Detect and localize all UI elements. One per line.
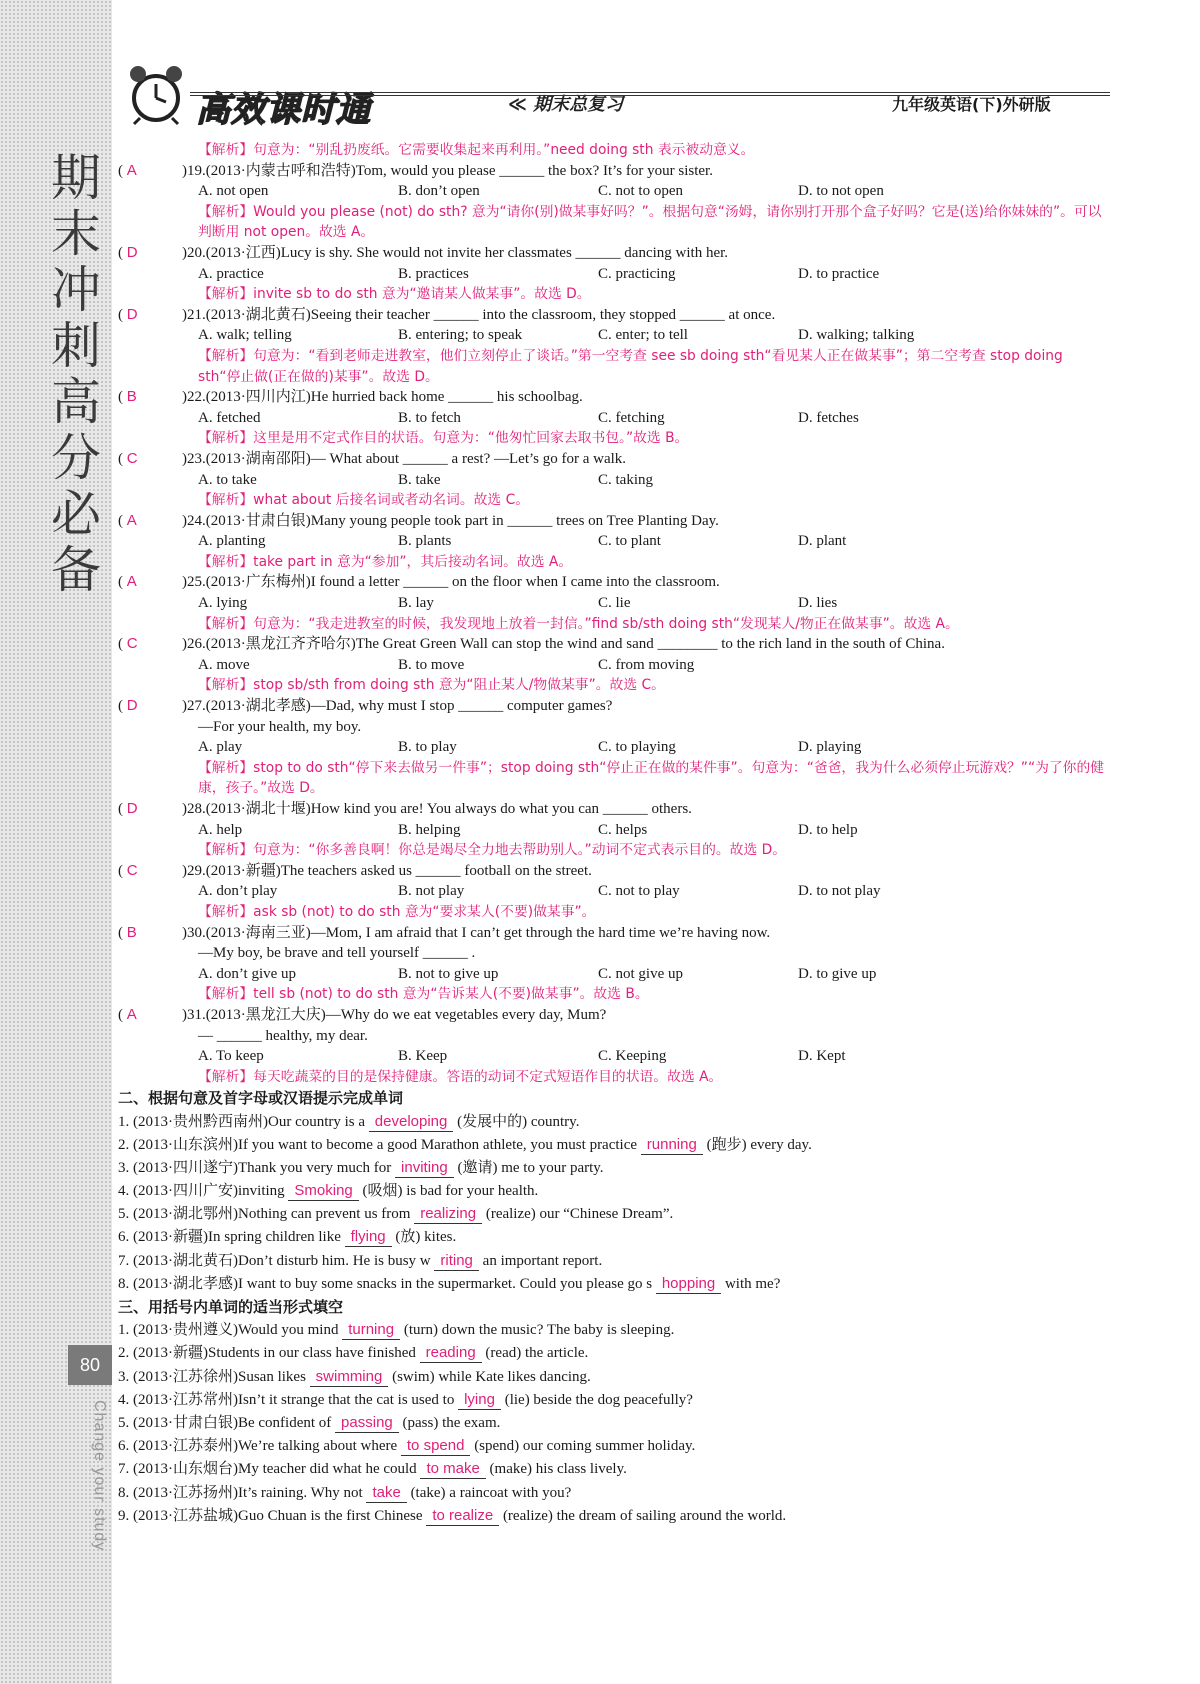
options-row [118, 470, 1108, 491]
question-stem-line [118, 923, 1108, 944]
option: C. not give up [598, 965, 683, 982]
option: D. to not open [798, 183, 884, 200]
answer-bracket: ( A [118, 511, 137, 529]
item-text: 2. (2013·新疆)Students in our class have finished [118, 1345, 416, 1362]
fill-in-item [118, 1180, 1108, 1203]
question-item [118, 1005, 1108, 1087]
answer-fill: flying [345, 1228, 392, 1247]
answer-letter: A [126, 1005, 137, 1023]
item-text: 5. (2013·湖北鄂州)Nothing can prevent us from [118, 1206, 411, 1223]
item-text: 5. (2013·甘肃白银)Be confident of [118, 1414, 332, 1431]
brand-logo-text: 高效课时通 [196, 90, 371, 130]
question-stem: )26.(2013·黑龙江齐齐哈尔)The Great Green Wall can stop the wind and sand ________ to the rich land in the south of China. [182, 636, 945, 653]
item-text: 9. (2013·江苏盐城)Guo Chuan is the first Chinese [118, 1507, 423, 1524]
fill-in-item [118, 1134, 1108, 1157]
item-text: 8. (2013·江苏扬州)It’s raining. Why not [118, 1484, 363, 1501]
option: C. fetching [598, 409, 665, 426]
question-stem: )24.(2013·甘肃白银)Many young people took part in ______ trees on Tree Planting Day. [182, 512, 719, 529]
question-stem-line [118, 696, 1108, 717]
fill-in-item [118, 1111, 1108, 1134]
answer-fill: running [641, 1136, 703, 1155]
answer-fill: reading [420, 1344, 482, 1363]
options-row [118, 325, 1108, 346]
item-text: 6. (2013·新疆)In spring children like [118, 1229, 341, 1246]
option: C. enter; to tell [598, 327, 688, 344]
answer-fill: lying [458, 1391, 501, 1410]
grade-label: 九年级英语(下)外研版 [892, 95, 1051, 114]
fill-in-item [118, 1157, 1108, 1180]
question-item [118, 923, 1108, 1005]
question-continuation: — ______ healthy, my dear. [198, 1027, 368, 1044]
answer-fill: swimming [310, 1368, 389, 1387]
option: B. don’t open [398, 183, 480, 200]
option: B. lay [398, 595, 434, 612]
header-divider [190, 95, 1110, 96]
answer-letter: C [126, 861, 138, 879]
question-item [118, 449, 1108, 511]
answer-letter: B [126, 923, 137, 941]
option: D. to help [798, 821, 858, 838]
question-stem: )30.(2013·海南三亚)—Mom, I am afraid that I can’t get through the hard time we’re having now. [182, 924, 771, 941]
answer-fill: hopping [656, 1275, 721, 1294]
answer-letter: A [126, 161, 137, 179]
item-text: (turn) down the music? The baby is sleeping. [403, 1322, 675, 1339]
explanation: 【解析】invite sb to do sth 意为“邀请某人做某事”。故选 D。 [198, 286, 591, 303]
item-text: (realize) our “Chinese Dream”. [485, 1206, 674, 1223]
item-text: (read) the article. [485, 1345, 589, 1362]
slogan-text: Change your study [91, 1400, 108, 1552]
option: A. lying [198, 595, 248, 612]
question-stem-line [118, 511, 1108, 532]
page-number: 80 [68, 1345, 112, 1385]
alarm-clock-icon [124, 60, 188, 126]
item-text: (take) a raincoat with you? [410, 1484, 572, 1501]
answer-fill: to realize [426, 1507, 499, 1526]
question-item [118, 243, 1108, 305]
item-text: 3. (2013·四川遂宁)Thank you very much for [118, 1159, 392, 1176]
option: B. not to give up [398, 965, 499, 982]
question-stem: )29.(2013·新疆)The teachers asked us ______ football on the street. [182, 862, 592, 879]
explanation: 【解析】这里是用不定式作目的状语。句意为：“他匆忙回家去取书包。”故选 B。 [198, 430, 689, 447]
option: D. playing [798, 739, 862, 756]
explanation: 【解析】句意为：“看到老师走进教室，他们立刻停止了谈话。”第一空考查 see sb doing sth“看见某人正在做某事”；第二空考查 stop doing sth“停止做(正在做的)某事”。故选 D。 [198, 347, 1063, 385]
explanation: 【解析】stop to do sth“停下来去做另一件事”；stop doing sth“停止正在做的某件事”。句意为：“爸爸，我为什么必须停止玩游戏？”“为了你的健康，孩子。”故选 D。 [198, 759, 1105, 797]
question-item [118, 861, 1108, 923]
fill-in-item [118, 1458, 1108, 1481]
options-row [118, 820, 1108, 841]
option: A. not open [198, 183, 269, 200]
answer-bracket: ( C [118, 861, 138, 879]
option: A. don’t play [198, 883, 278, 900]
option: C. not to play [598, 883, 680, 900]
option: A. walk; telling [198, 327, 292, 344]
main-content [118, 140, 1108, 1528]
option: B. take [398, 471, 441, 488]
answer-bracket: ( D [118, 697, 138, 715]
answer-fill: Smoking [288, 1182, 358, 1201]
option: A. fetched [198, 409, 261, 426]
option: C. not to open [598, 183, 683, 200]
option: D. to give up [798, 965, 877, 982]
answer-fill: to spend [401, 1437, 471, 1456]
options-row [118, 531, 1108, 552]
answer-bracket: ( C [118, 635, 138, 653]
question-item [118, 161, 1108, 243]
question-stem-line [118, 387, 1108, 408]
answer-fill: riting [434, 1252, 479, 1271]
vertical-title-char: 刺 [51, 317, 101, 375]
option: B. plants [398, 533, 452, 550]
option: A. planting [198, 533, 266, 550]
header-divider [190, 92, 1110, 93]
question-stem-line [118, 1005, 1108, 1026]
item-text: 3. (2013·江苏徐州)Susan likes [118, 1368, 306, 1385]
question-stem: )21.(2013·湖北黄石)Seeing their teacher ______ into the classroom, they stopped ______ at once. [182, 306, 776, 323]
item-text: 8. (2013·湖北孝感)I want to buy some snacks in the supermarket. Could you please go s [118, 1275, 653, 1292]
option: C. practicing [598, 265, 676, 282]
item-text: 4. (2013·四川广安)inviting [118, 1183, 285, 1200]
item-text: 7. (2013·山东烟台)My teacher did what he could [118, 1461, 417, 1478]
fill-in-item [118, 1273, 1108, 1296]
item-text: (吸烟) is bad for your health. [362, 1183, 539, 1200]
answer-bracket: ( A [118, 573, 137, 591]
question-stem: )22.(2013·四川内江)He hurried back home ______ his schoolbag. [182, 389, 583, 406]
option: A. help [198, 821, 243, 838]
question-continuation: —My boy, be brave and tell yourself ______ . [198, 945, 476, 962]
item-text: 6. (2013·江苏泰州)We’re talking about where [118, 1438, 398, 1455]
answer-letter: D [126, 697, 138, 715]
option: D. Kept [798, 1048, 846, 1065]
option: A. to take [198, 471, 257, 488]
explanation: 【解析】每天吃蔬菜的目的是保持健康。答语的动词不定式短语作目的状语。故选 A。 [198, 1068, 723, 1085]
vertical-title-char: 备 [51, 541, 101, 599]
question-item [118, 387, 1108, 449]
item-text: (realize) the dream of sailing around the world. [502, 1507, 787, 1524]
option: D. lies [798, 595, 838, 612]
fill-in-item [118, 1505, 1108, 1528]
item-text: (发展中的) country. [457, 1113, 580, 1130]
answer-letter: A [126, 511, 137, 529]
item-text: (跑步) every day. [706, 1136, 812, 1153]
fill-in-list [118, 1111, 1108, 1297]
vertical-title-char: 末 [51, 205, 101, 263]
answer-letter: B [126, 388, 137, 406]
question-stem: )28.(2013·湖北十堰)How kind you are! You always do what you can ______ others. [182, 801, 692, 817]
answer-bracket: ( A [118, 1005, 137, 1023]
answer-fill: realizing [414, 1205, 482, 1224]
fill-in-item [118, 1389, 1108, 1412]
fill-in-list [118, 1319, 1108, 1528]
explanation: 【解析】Would you please (not) do sth? 意为“请你(别)做某事好吗？”。根据句意“汤姆，请你别打开那个盒子好吗？它是(送)给你妹妹的”。可以判断用 not open。故选 A。 [198, 203, 1102, 241]
question-item [118, 799, 1108, 861]
vertical-title-char: 期 [51, 149, 101, 207]
option: D. fetches [798, 409, 859, 426]
answer-fill: developing [369, 1113, 454, 1132]
item-text: with me? [724, 1275, 781, 1292]
options-row [118, 593, 1108, 614]
fill-in-item [118, 1435, 1108, 1458]
question-continuation: —For your health, my boy. [198, 718, 362, 735]
explanation: 【解析】stop sb/sth from doing sth 意为“阻止某人/物做某事”。故选 C。 [198, 677, 665, 694]
answer-bracket: ( B [118, 388, 137, 406]
question-item [118, 305, 1108, 387]
option: B. Keep [398, 1048, 448, 1065]
section-heading: 三、用括号内单词的适当形式填空 [118, 1298, 344, 1316]
answer-bracket: ( C [118, 449, 138, 467]
question-stem-line [118, 243, 1108, 264]
explanation: 【解析】what about 后接名词或者动名词。故选 C。 [198, 492, 530, 509]
options-row [118, 264, 1108, 285]
option: B. to move [398, 656, 465, 673]
item-text: (放) kites. [395, 1229, 457, 1246]
page-header [112, 30, 1112, 140]
fill-in-item [118, 1482, 1108, 1505]
option: B. helping [398, 821, 461, 838]
option: D. to practice [798, 265, 880, 282]
options-row [118, 181, 1108, 202]
answer-letter: D [126, 243, 138, 261]
vertical-title-char: 分 [51, 429, 101, 487]
question-stem: )27.(2013·湖北孝感)—Dad, why must I stop ______ computer games? [182, 698, 613, 715]
option: B. practices [398, 265, 469, 282]
item-text: an important report. [482, 1252, 603, 1269]
item-text: 1. (2013·贵州黔西南州)Our country is a [118, 1113, 366, 1130]
option: C. to plant [598, 533, 661, 550]
option: D. walking; talking [798, 327, 915, 344]
question-stem: )25.(2013·广东梅州)I found a letter ______ on the floor when I came into the classroom. [182, 574, 720, 591]
item-text: (pass) the exam. [402, 1414, 501, 1431]
question-stem-line [118, 861, 1108, 882]
answer-bracket: ( D [118, 305, 138, 323]
item-text: 7. (2013·湖北黄石)Don’t disturb him. He is busy w [118, 1252, 431, 1269]
answer-fill: passing [335, 1414, 399, 1433]
question-item [118, 572, 1108, 634]
fill-in-item [118, 1226, 1108, 1249]
explanation: 【解析】take part in 意为“参加”，其后接动名词。故选 A。 [198, 553, 573, 570]
answer-letter: C [126, 635, 138, 653]
question-stem-line [118, 305, 1108, 326]
item-text: (swim) while Kate likes dancing. [392, 1368, 591, 1385]
option: C. lie [598, 595, 631, 612]
answer-bracket: ( A [118, 161, 137, 179]
option: C. Keeping [598, 1048, 667, 1065]
vertical-title [46, 150, 106, 598]
answer-bracket: ( D [118, 800, 138, 817]
question-stem: )31.(2013·黑龙江大庆)—Why do we eat vegetables every day, Mum? [182, 1006, 607, 1023]
question-list [118, 161, 1108, 1088]
question-stem: )19.(2013·内蒙古呼和浩特)Tom, would you please ______ the box? It’s for your sister. [182, 162, 713, 179]
option: C. taking [598, 471, 653, 488]
question-stem: )23.(2013·湖南邵阳)— What about ______ a rest? —Let’s go for a walk. [182, 450, 627, 467]
explanation: 【解析】句意为：“我走进教室的时候，我发现地上放着一封信。”find sb/sth doing sth“发现某人/物正在做某事”。故选 A。 [198, 615, 959, 632]
vertical-title-char: 高 [51, 373, 101, 431]
question-stem-line [118, 161, 1108, 182]
item-text: (spend) our coming summer holiday. [474, 1438, 696, 1455]
question-stem-line [118, 572, 1108, 593]
question-stem: )20.(2013·江西)Lucy is shy. She would not invite her classmates ______ dancing with her. [182, 244, 729, 261]
options-row [118, 964, 1108, 985]
option: D. to not play [798, 883, 881, 900]
vertical-title-char: 必 [51, 485, 101, 543]
answer-letter: C [126, 449, 138, 467]
answer-letter: D [126, 305, 138, 323]
options-row [118, 408, 1108, 429]
fill-in-item [118, 1412, 1108, 1435]
item-text: (lie) beside the dog peacefully? [504, 1391, 693, 1408]
question-item [118, 696, 1108, 799]
option: B. not play [398, 883, 465, 900]
option: A. move [198, 656, 250, 673]
answer-letter: A [126, 573, 137, 591]
option: A. don’t give up [198, 965, 297, 982]
fill-in-item [118, 1319, 1108, 1342]
question-stem-line [118, 449, 1108, 470]
explanation: 【解析】tell sb (not) to do sth 意为“告诉某人(不要)做某事”。故选 B。 [198, 986, 649, 1003]
answer-fill: to make [420, 1460, 485, 1479]
options-row [118, 737, 1108, 758]
item-text: (make) his class lively. [489, 1461, 627, 1478]
section-title: ≪ 期末总复习 [508, 94, 624, 115]
explanation: 【解析】句意为：“你多善良啊！你总是竭尽全力地去帮助别人。”动词不定式表示目的。故选 D。 [198, 842, 787, 859]
options-row [118, 1046, 1108, 1067]
option: B. entering; to speak [398, 327, 523, 344]
question-stem-line [118, 634, 1108, 655]
question-item [118, 634, 1108, 696]
item-text: (邀请) me to your party. [457, 1159, 604, 1176]
option: C. helps [598, 821, 648, 838]
option: A. practice [198, 265, 264, 282]
answer-fill: inviting [395, 1159, 454, 1178]
option: D. plant [798, 533, 847, 550]
options-row [118, 655, 1108, 676]
fill-in-item [118, 1203, 1108, 1226]
option: B. to fetch [398, 409, 461, 426]
answer-bracket: ( B [118, 923, 137, 941]
fill-in-item [118, 1342, 1108, 1365]
explanation: 【解析】ask sb (not) to do sth 意为“要求某人(不要)做某事”。 [198, 903, 596, 920]
fill-in-item [118, 1366, 1108, 1389]
option: A. To keep [198, 1048, 264, 1065]
question-item [118, 511, 1108, 573]
option: B. to play [398, 739, 457, 756]
item-text: 1. (2013·贵州遵义)Would you mind [118, 1322, 339, 1339]
section-heading: 二、根据句意及首字母或汉语提示完成单词 [118, 1089, 404, 1108]
answer-bracket: ( D [118, 243, 138, 261]
answer-letter: D [126, 800, 138, 817]
options-row [118, 881, 1108, 902]
vertical-title-char: 冲 [51, 261, 101, 319]
explanation: 【解析】句意为：“别乱扔废纸。它需要收集起来再利用。”need doing sth 表示被动意义。 [198, 142, 755, 158]
option: C. to playing [598, 739, 676, 756]
option: A. play [198, 739, 243, 756]
item-text: 2. (2013·山东滨州)If you want to become a good Marathon athlete, you must practice [118, 1136, 638, 1153]
option: C. from moving [598, 656, 695, 673]
fill-in-item [118, 1250, 1108, 1273]
question-stem-line [118, 799, 1108, 820]
item-text: 4. (2013·江苏常州)Isn’t it strange that the cat is used to [118, 1391, 455, 1408]
answer-fill: take [366, 1484, 406, 1503]
answer-fill: turning [342, 1321, 400, 1340]
